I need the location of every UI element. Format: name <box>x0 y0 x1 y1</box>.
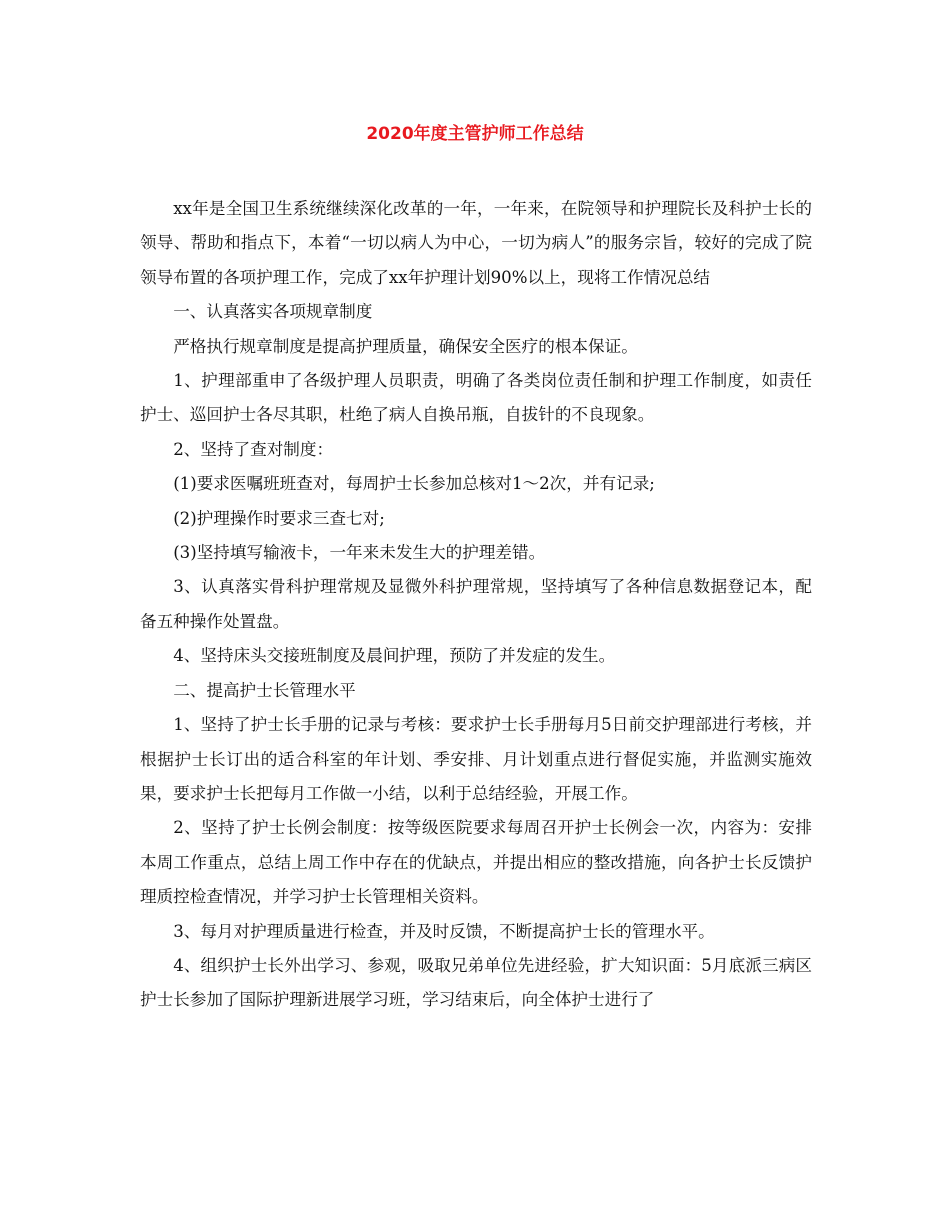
body-paragraph: 严格执行规章制度是提高护理质量，确保安全医疗的根本保证。 <box>173 336 638 356</box>
list-item: (3)坚持填写输液卡，一年来未发生大的护理差错。 <box>173 543 546 563</box>
body-paragraph: 4、坚持床头交接班制度及晨间护理，预防了并发症的发生。 <box>173 646 616 666</box>
list-item: (1)要求医嘱班班查对，每周护士长参加总核对1～2次，并有记录; <box>173 474 655 494</box>
body-paragraph: xx年是全国卫生系统继续深化改革的一年，一年来，在院领导和护理院长及科护士长的领导、帮助和指点下，本着“一切以病人为中心，一切为病人”的服务宗旨，较好的完成了院领导布置的各项护理工作，完成了xx年护理计划90%以上，现将工作情况总结 <box>140 199 812 287</box>
document-body <box>140 192 812 1018</box>
body-paragraph: 1、护理部重申了各级护理人员职责，明确了各类岗位责任制和护理工作制度，如责任护士、巡回护士各尽其职，杜绝了病人自换吊瓶，自拔针的不良现象。 <box>140 371 812 425</box>
list-item: (2)护理操作时要求三查七对; <box>173 508 385 528</box>
section-heading: 二、提高护士长管理水平 <box>173 680 356 700</box>
body-paragraph: 2、坚持了护士长例会制度：按等级医院要求每周召开护士长例会一次，内容为：安排本周工作重点，总结上周工作中存在的优缺点，并提出相应的整改措施，向各护士长反馈护理质控检查情况，并学习护士长管理相关资料。 <box>140 818 812 907</box>
body-paragraph: 1、坚持了护士长手册的记录与考核：要求护士长手册每月5日前交护理部进行考核，并根据护士长订出的适合科室的年计划、季安排、月计划重点进行督促实施，并监测实施效果，要求护士长把每月工作做一小结，以利于总结经验，开展工作。 <box>140 715 812 803</box>
body-paragraph: 3、认真落实骨科护理常规及显微外科护理常规，坚持填写了各种信息数据登记本，配备五种操作处置盘。 <box>140 577 812 631</box>
body-paragraph: 3、每月对护理质量进行检查，并及时反馈，不断提高护士长的管理水平。 <box>173 921 715 941</box>
section-heading: 一、认真落实各项规章制度 <box>173 302 373 322</box>
body-paragraph: 4、组织护士长外出学习、参观，吸取兄弟单位先进经验，扩大知识面：5月底派三病区护士长参加了国际护理新进展学习班，学习结束后，向全体护士进行了 <box>140 955 812 1010</box>
document-title: 2020年度主管护师工作总结 <box>366 124 584 144</box>
body-paragraph: 2、坚持了查对制度： <box>173 439 334 459</box>
